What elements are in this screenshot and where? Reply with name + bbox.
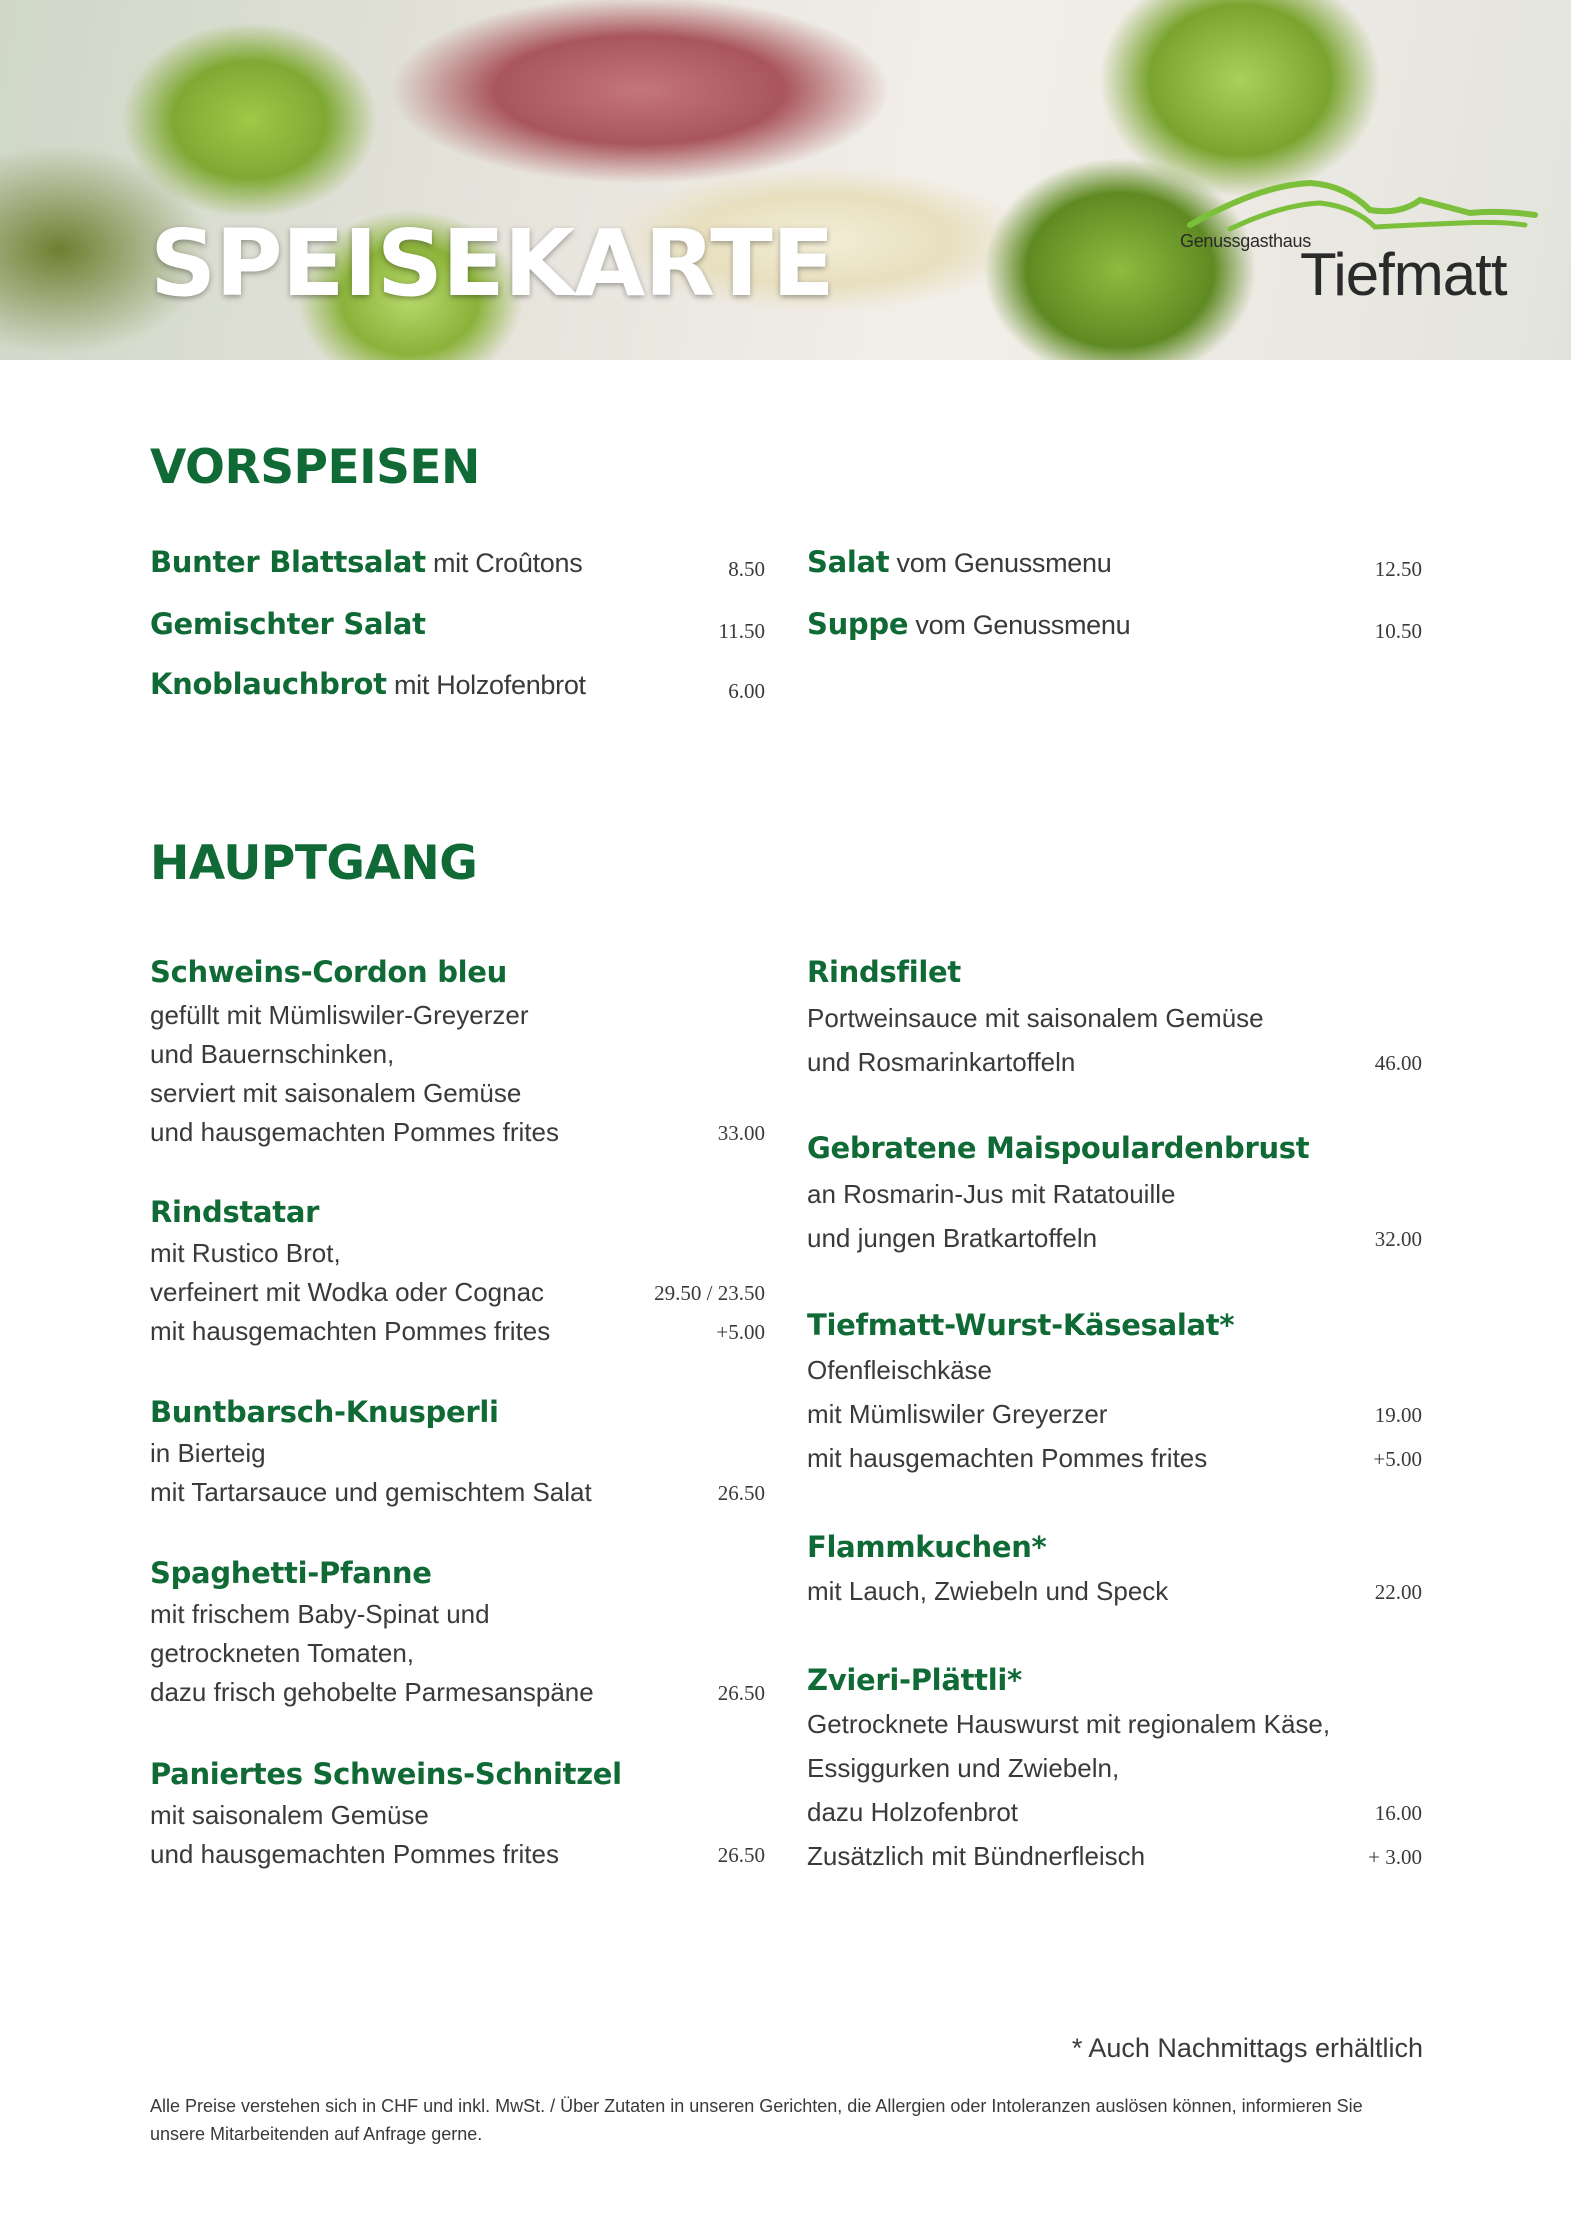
menu-item-name: Paniertes Schweins-Schnitzel	[150, 1757, 622, 1791]
menu-item-name: Rindsfilet	[807, 955, 961, 989]
menu-item-description: und Bauernschinken,	[150, 1039, 395, 1069]
menu-item-description: mit hausgemachten Pommes frites	[807, 1443, 1208, 1473]
menu-item-description: mit saisonalem Gemüse	[150, 1800, 429, 1830]
menu-item-name: Tiefmatt-Wurst-Käsesalat*	[807, 1308, 1235, 1342]
menu-item-description: mit Croûtons	[425, 548, 583, 578]
menu-item-description: mit Mümliswiler Greyerzer	[807, 1399, 1108, 1429]
menu-item-price: 8.50	[728, 557, 765, 581]
menu-item-price: 10.50	[1374, 619, 1422, 643]
menu-item-description: dazu frisch gehobelte Parmesanspäne	[150, 1677, 594, 1707]
menu-item-price: 22.00	[1374, 1580, 1422, 1604]
section-title-vorspeisen: VORSPEISEN	[150, 440, 480, 495]
menu-item-description: und hausgemachten Pommes frites	[150, 1839, 559, 1869]
menu-item-description: serviert mit saisonalem Gemüse	[150, 1078, 522, 1108]
menu-item-name: Flammkuchen*	[807, 1530, 1047, 1564]
menu-item-price: 32.00	[1374, 1227, 1422, 1251]
menu-item-price: 11.50	[718, 619, 765, 643]
logo-subtitle: Genussgasthaus	[1180, 231, 1311, 251]
menu-item-description: vom Genussmenu	[889, 548, 1112, 578]
menu-item-name: Buntbarsch-Knusperli	[150, 1395, 499, 1429]
menu-item-description: Zusätzlich mit Bündnerfleisch	[807, 1841, 1146, 1871]
header-food-photo	[0, 0, 1571, 360]
menu-item-price: 6.00	[728, 679, 765, 703]
menu-item-price-extra: +5.00	[716, 1320, 765, 1344]
menu-item-price: 16.00	[1374, 1801, 1422, 1825]
menu-item-description: Getrocknete Hauswurst mit regionalem Käse,	[807, 1709, 1331, 1739]
menu-item-name: Salat	[807, 545, 890, 579]
menu-item-price: 33.00	[717, 1121, 765, 1145]
menu-item-description: Essiggurken und Zwiebeln,	[807, 1753, 1120, 1783]
menu-item-description: dazu Holzofenbrot	[807, 1797, 1019, 1827]
menu-item-description: in Bierteig	[150, 1438, 266, 1468]
menu-item-description: vom Genussmenu	[908, 610, 1131, 640]
menu-item-description: an Rosmarin-Jus mit Ratatouille	[807, 1179, 1176, 1209]
restaurant-logo	[1170, 165, 1550, 315]
menu-item-name: Gebratene Maispoulardenbrust	[807, 1131, 1310, 1165]
menu-item-description: mit frischem Baby-Spinat und	[150, 1599, 490, 1629]
menu-item-name: Suppe	[807, 607, 909, 641]
page-title: SPEISEKARTE	[150, 210, 834, 317]
menu-item-price: 29.50 / 23.50	[654, 1281, 765, 1305]
menu-item-price: 19.00	[1374, 1403, 1422, 1427]
menu-item-name: Gemischter Salat	[150, 607, 426, 641]
menu-item-name: Bunter Blattsalat	[150, 545, 426, 579]
menu-item-description: mit Lauch, Zwiebeln und Speck	[807, 1576, 1169, 1606]
footnote: * Auch Nachmittags erhältlich	[1071, 2033, 1423, 2063]
menu-item-description: und Rosmarinkartoffeln	[807, 1047, 1076, 1077]
menu-item-description: Ofenfleischkäse	[807, 1355, 992, 1385]
section-title-hauptgang: HAUPTGANG	[150, 836, 478, 891]
menu-item-description: Portweinsauce mit saisonalem Gemüse	[807, 1003, 1264, 1033]
menu-item-name: Rindstatar	[150, 1195, 320, 1229]
menu-item-name: Zvieri-Plättli*	[807, 1663, 1022, 1697]
menu-item-price: 26.50	[717, 1843, 765, 1867]
menu-item-description: und hausgemachten Pommes frites	[150, 1117, 559, 1147]
menu-item-price-extra: +5.00	[1373, 1447, 1422, 1471]
menu-item-price: 46.00	[1374, 1051, 1422, 1075]
menu-item-name: Schweins-Cordon bleu	[150, 955, 508, 989]
menu-item-description: und jungen Bratkartoffeln	[807, 1223, 1098, 1253]
logo-name: Tiefmatt	[1300, 241, 1507, 308]
menu-item-description: mit Tartarsauce und gemischtem Salat	[150, 1477, 592, 1507]
menu-item-description: verfeinert mit Wodka oder Cognac	[150, 1277, 545, 1307]
menu-item-price: 26.50	[717, 1681, 765, 1705]
price-disclaimer: Alle Preise verstehen sich in CHF und inkl. MwSt. / Über Zutaten in unseren Gerichten, die Allergien oder Intoleranzen auslösen können, informieren Sie unsere Mitarbeitenden auf Anfrage gerne.	[150, 2096, 1363, 2144]
menu-item-description: mit Rustico Brot,	[150, 1238, 341, 1268]
menu-item-price: 12.50	[1374, 557, 1422, 581]
menu-item-description: mit hausgemachten Pommes frites	[150, 1316, 551, 1346]
menu-item-name: Knoblauchbrot	[150, 667, 387, 701]
menu-item-description: mit Holzofenbrot	[386, 670, 586, 700]
menu-item-description: gefüllt mit Mümliswiler-Greyerzer	[150, 1000, 529, 1030]
menu-item-price: 26.50	[717, 1481, 765, 1505]
menu-item-description: getrockneten Tomaten,	[150, 1638, 415, 1668]
menu-item-price-extra: + 3.00	[1368, 1845, 1422, 1869]
menu-item-name: Spaghetti-Pfanne	[150, 1556, 432, 1590]
